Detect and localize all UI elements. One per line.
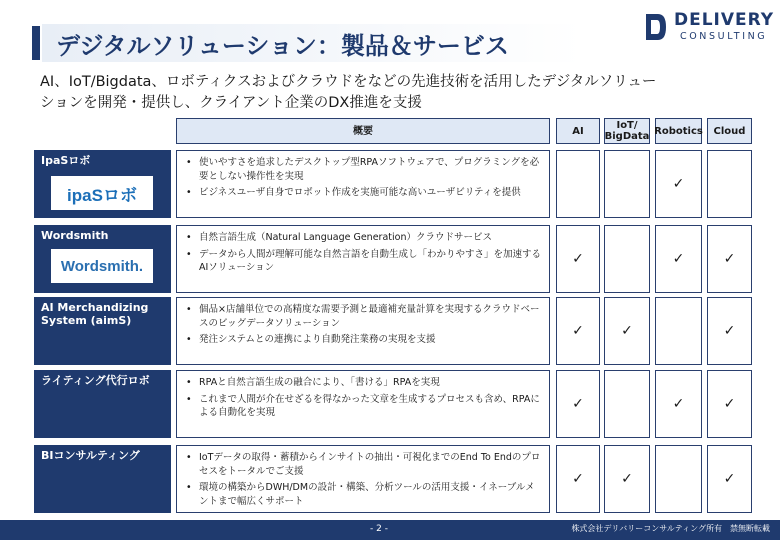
row-name: ライティング代行ロボ xyxy=(41,374,150,387)
ipas-logo xyxy=(51,176,153,210)
row-description xyxy=(176,297,550,365)
check-cell xyxy=(556,445,600,513)
header-iot-bigdata: IoT/ BigData xyxy=(604,120,650,142)
page-title: デジタルソリューション：製品＆サービス xyxy=(56,32,509,60)
row-name: AI Merchandizing System (aimS) xyxy=(41,301,149,327)
copyright-text: 株式会社デリバリーコンサルティング所有 禁無断転載 xyxy=(571,524,770,533)
page-number: - 2 - xyxy=(370,524,388,534)
check-cell xyxy=(707,297,752,365)
check-mark-icon: ✓ xyxy=(672,251,685,267)
check-mark-icon: ✓ xyxy=(723,251,736,267)
check-mark-icon: ✓ xyxy=(723,323,736,339)
check-cell xyxy=(604,445,650,513)
check-mark-icon: ✓ xyxy=(572,471,584,487)
check-cell xyxy=(604,150,650,218)
row-description xyxy=(176,150,550,218)
check-mark-icon: ✓ xyxy=(723,471,736,487)
check-mark-icon: ✓ xyxy=(621,471,633,487)
check-cell xyxy=(655,225,702,293)
row-name: BIコンサルティング xyxy=(41,449,140,462)
row-description xyxy=(176,225,550,293)
bullet-item: • 使いやすさを追求したデスクトップ型RPAソフトウェアで、プログラミングを必要としない操作性を実現 xyxy=(185,156,543,183)
logo-wordmark: DELIVERY xyxy=(674,10,775,30)
wordsmith-logo xyxy=(51,249,153,283)
row-label-ipas xyxy=(34,150,171,218)
check-cell xyxy=(655,297,702,365)
delivery-logo-icon xyxy=(644,12,668,42)
intro-line: ションを開発・提供し、クライアント企業のDX推進を支援 xyxy=(40,95,422,111)
row-name: Wordsmith xyxy=(41,229,109,242)
intro-text xyxy=(40,72,740,114)
check-mark-icon: ✓ xyxy=(572,323,584,339)
bullet-item: • 発注システムとの連携により自動発注業務の実現を支援 xyxy=(185,333,543,347)
row-label-writing-robo xyxy=(34,370,171,438)
bullet-item: • これまで人間が介在せざるを得なかった文章を生成するプロセスも含め、RPAによる自動化を実現 xyxy=(185,393,543,420)
row-label-aims xyxy=(34,297,171,365)
check-cell xyxy=(655,445,702,513)
check-cell xyxy=(707,445,752,513)
check-mark-icon: ✓ xyxy=(672,396,685,412)
bullet-item: • IoTデータの取得・蓄積からインサイトの抽出・可視化までのEnd To Endのプロセスをトータルでご支援 xyxy=(185,451,543,478)
check-cell xyxy=(556,370,600,438)
check-mark-icon: ✓ xyxy=(672,176,685,192)
row-description xyxy=(176,370,550,438)
check-cell xyxy=(604,297,650,365)
header-cloud: Cloud xyxy=(707,118,752,144)
header-robotics: Robotics xyxy=(655,118,702,144)
bullet-item: • RPAと自然言語生成の融合により、「書ける」RPAを実現 xyxy=(185,376,543,390)
logo-subtext: CONSULTING xyxy=(680,31,768,42)
row-label-wordsmith xyxy=(34,225,171,293)
header-ai: AI xyxy=(556,118,600,144)
bullet-item: • 環境の構築からDWH/DMの設計・構築、分析ツールの活用支援・イネーブルメントまで幅広くサポート xyxy=(185,481,543,508)
row-label-bi-consulting xyxy=(34,445,171,513)
row-name: IpaSロボ xyxy=(41,154,91,167)
intro-line: AI、IoT/Bigdata、ロボティクスおよびクラウドをなどの先進技術を活用したデジタルソリュー xyxy=(40,74,657,90)
check-cell xyxy=(556,297,600,365)
check-cell xyxy=(707,225,752,293)
bullet-item: • 個品×店舗単位での高精度な需要予測と最適補充量計算を実現するクラウドベースのビッグデータソリューション xyxy=(185,303,543,330)
ipas-logo-text: ipaSロボ xyxy=(67,185,137,205)
title-accent-bar xyxy=(32,26,40,60)
check-mark-icon: ✓ xyxy=(621,323,633,339)
check-mark-icon: ✓ xyxy=(572,251,584,267)
check-cell xyxy=(604,370,650,438)
wordsmith-logo-text: Wordsmith. xyxy=(60,257,144,275)
bullet-item: • ビジネスユーザ自身でロボット作成を実施可能な高いユーザビリティを提供 xyxy=(185,186,543,200)
check-cell xyxy=(655,150,702,218)
check-cell xyxy=(707,370,752,438)
check-cell xyxy=(655,370,702,438)
row-description xyxy=(176,445,550,513)
check-mark-icon: ✓ xyxy=(572,396,584,412)
check-cell xyxy=(707,150,752,218)
header-overview: 概要 xyxy=(176,118,550,144)
bullet-item: • 自然言語生成（Natural Language Generation）クラウドサービス xyxy=(185,231,543,245)
check-cell xyxy=(604,225,650,293)
company-logo xyxy=(644,12,776,44)
check-cell xyxy=(556,225,600,293)
check-mark-icon: ✓ xyxy=(723,396,736,412)
check-cell xyxy=(556,150,600,218)
bullet-item: • データから人間が理解可能な自然言語を自動生成し「わかりやすさ」を加速するAIソリューション xyxy=(185,248,543,275)
